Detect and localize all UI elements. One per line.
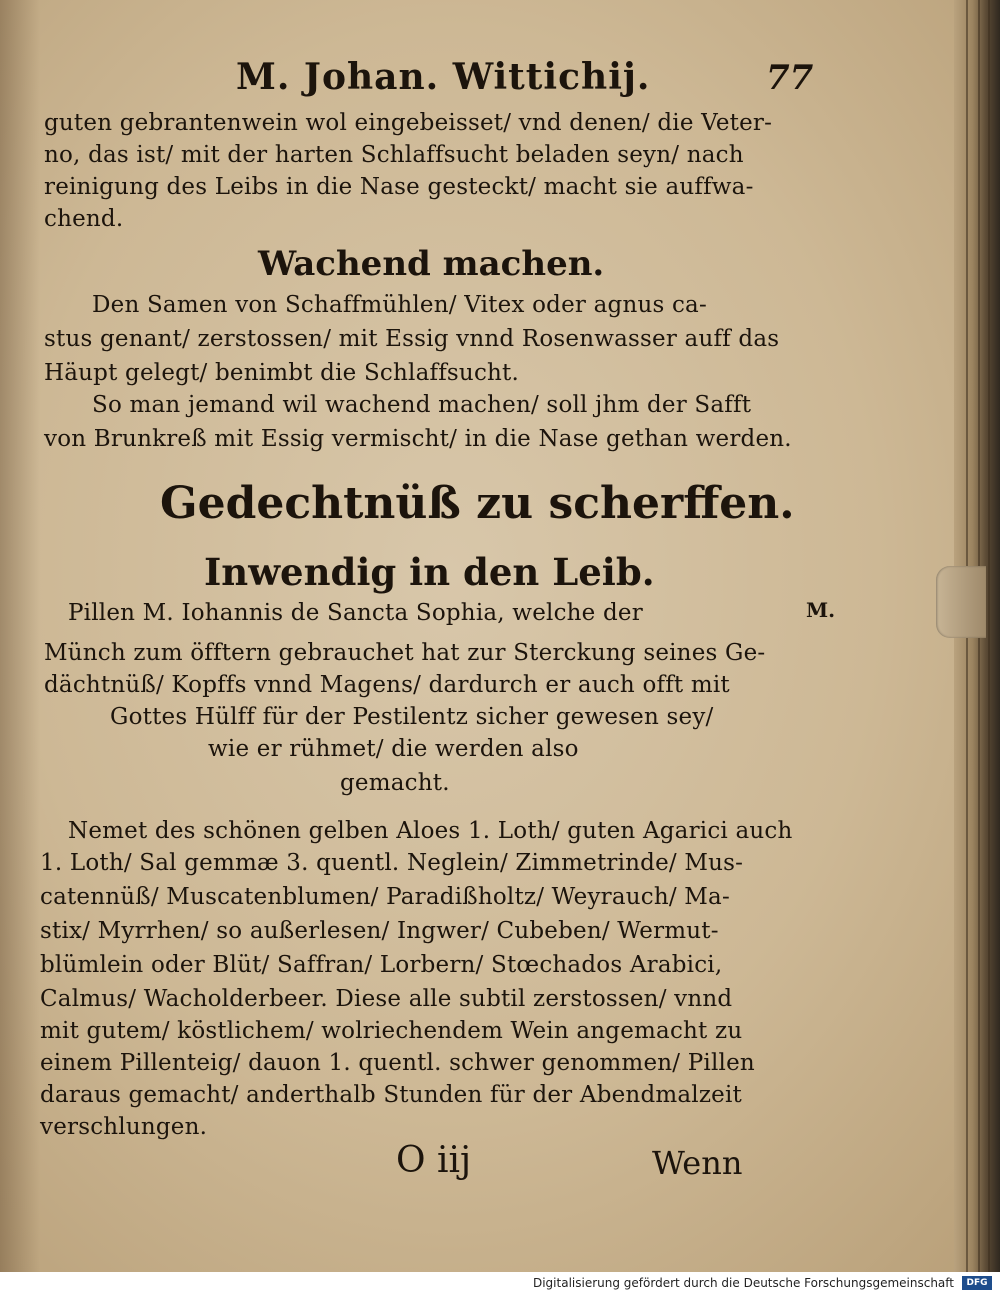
text-line: Pillen M. Iohannis de Sancta Sophia, welche der — [68, 600, 643, 626]
text-line: wie er rühmet/ die werden also — [208, 736, 579, 762]
margin-note: M. — [806, 598, 836, 622]
text-line: mit gutem/ köstlichem/ wolriechendem Wein angemacht zu — [40, 1018, 743, 1044]
text-line: Den Samen von Schaffmühlen/ Vitex oder agnus ca- — [92, 292, 707, 318]
text-line: verschlungen. — [40, 1114, 208, 1140]
text-line: guten gebrantenwein wol eingebeisset/ vnd denen/ die Veter- — [44, 110, 773, 136]
text-line: So man jemand wil wachend machen/ soll jhm der Safft — [92, 392, 752, 418]
text-line: von Brunkreß mit Essig vermischt/ in die Nase gethan werden. — [44, 426, 792, 452]
section-heading: Wachend machen. — [258, 244, 605, 284]
text-line: gemacht. — [340, 770, 450, 796]
text-line: Häupt gelegt/ benimbt die Schlaffsucht. — [44, 360, 519, 386]
text-line: stus genant/ zerstossen/ mit Essig vnnd Rosenwasser auff das — [44, 326, 780, 352]
text-line: no, das ist/ mit der harten Schlaffsucht beladen seyn/ nach — [44, 142, 744, 168]
page-number: 77 — [766, 58, 814, 98]
subsection-heading: Inwendig in den Leib. — [204, 550, 655, 594]
text-line: Nemet des schönen gelben Aloes 1. Loth/ guten Agarici auch — [68, 818, 793, 844]
text-line: Münch zum öfftern gebrauchet hat zur Sterckung seines Ge- — [44, 640, 766, 666]
catchword: Wenn — [652, 1144, 743, 1182]
text-line: 1. Loth/ Sal gemmæ 3. quentl. Neglein/ Zimmetrinde/ Mus- — [40, 850, 744, 876]
gutter-shadow — [0, 0, 40, 1272]
text-line: reinigung des Leibs in die Nase gesteckt/ macht sie auffwa- — [44, 174, 754, 200]
signature-mark: O iij — [396, 1140, 472, 1181]
section-heading-large: Gedechtnüß zu scherffen. — [160, 478, 795, 529]
text-line: daraus gemacht/ anderthalb Stunden für der Abendmalzeit — [40, 1082, 742, 1108]
text-line: Calmus/ Wacholderbeer. Diese alle subtil zerstossen/ vnnd — [40, 986, 733, 1012]
text-line: blümlein oder Blüt/ Saffran/ Lorbern/ Stœchados Arabici, — [40, 952, 723, 978]
funding-notice: Digitalisierung gefördert durch die Deutsche Forschungsgemeinschaft — [532, 1276, 954, 1290]
dfg-logo: DFG — [962, 1276, 992, 1290]
text-line: catennüß/ Muscatenblumen/ Paradißholtz/ Weyrauch/ Ma- — [40, 884, 730, 910]
text-line: chend. — [44, 206, 124, 232]
text-line: dächtnüß/ Kopffs vnnd Magens/ dardurch er auch offt mit — [44, 672, 730, 698]
text-line: Gottes Hülff für der Pestilentz sicher gewesen sey/ — [110, 704, 714, 730]
text-line: stix/ Myrrhen/ so außerlesen/ Ingwer/ Cubeben/ Wermut- — [40, 918, 719, 944]
text-line: einem Pillenteig/ dauon 1. quentl. schwer genommen/ Pillen — [40, 1050, 755, 1076]
running-title: M. Johan. Wittichij. — [236, 56, 651, 98]
page-tab-marker — [936, 566, 986, 638]
